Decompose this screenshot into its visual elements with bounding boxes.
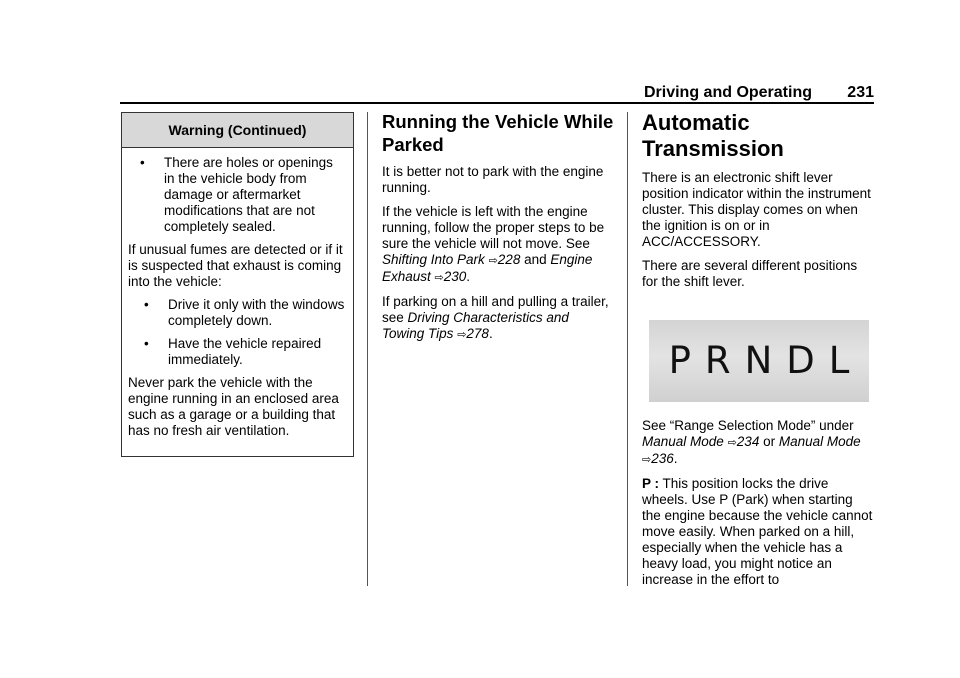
page-arrow-icon: ⇨ [457,329,467,341]
text: . [466,269,471,284]
cross-reference-link[interactable]: Engine Exhaust [382,252,593,284]
page-reference[interactable]: 278 [466,326,489,341]
text: This position locks the drive wheels. Use P (Park) when starting the engine because the vehicle cannot move easily. When parked on a hill, especially when the vehicle has a heavy load, you might notice an increase in the effort to [642,476,873,587]
page-number: 231 [847,84,874,101]
bullet-text: There are holes or openings in the vehicle body from damage or aftermarket modifications that are not completely sealed. [164,155,333,234]
paragraph: There are several different positions for the shift lever. [642,258,858,289]
text: If the vehicle is left with the engine running, follow the proper steps to be sure the vehicle will not move. See [382,204,605,251]
warning-body [122,148,353,439]
list-item [128,297,347,329]
cross-reference-link[interactable]: Shifting Into Park [382,252,485,267]
warning-paragraph: If unusual fumes are detected or if it is suspected that exhaust is coming into the vehicle: [128,242,343,289]
page-reference[interactable]: 234 [736,434,760,449]
cross-reference-link[interactable]: Manual Mode [642,434,724,449]
section-heading: Running the Vehicle While Parked [382,111,614,155]
warning-title: Warning (Continued) [122,113,353,148]
bullet-dot: • [140,155,145,170]
text: . [488,326,493,341]
paragraph [642,476,874,588]
page-reference[interactable]: 230 [443,269,467,284]
shift-indicator-image [649,320,869,402]
cross-reference-link[interactable]: Manual Mode [778,434,861,449]
page-arrow-icon: ⇨ [488,255,498,267]
paragraph [382,204,614,286]
text: If parking on a hill and pulling a trailer, see [382,294,609,325]
column-automatic [642,110,874,596]
position-label: P : [642,476,660,491]
text: . [673,451,678,466]
section-heading: Automatic Transmission [642,110,784,161]
text: and [520,252,551,267]
page-arrow-icon: ⇨ [642,454,652,466]
warning-box [121,112,354,457]
text: or [759,434,779,449]
paragraph: It is better not to park with the engine running. [382,164,604,195]
page-header [120,82,874,104]
bullet-text: Drive it only with the windows completely down. [168,297,345,328]
bullet-text: Have the vehicle repaired immediately. [168,336,322,367]
paragraph [642,418,874,468]
text: See “Range Selection Mode” under [642,418,854,433]
bullet-dot: • [144,336,149,351]
shift-indicator-text: PRNDL [668,339,864,382]
page-arrow-icon: ⇨ [434,272,444,284]
page-reference[interactable]: 236 [651,451,674,466]
column-divider-left [367,112,368,586]
cross-reference-link[interactable]: Driving Characteristics and Towing Tips [382,310,569,341]
paragraph [382,294,614,343]
paragraph: There is an electronic shift lever position indicator within the instrument cluster. This display comes on when the ignition is on or in ACC/ACCESSORY. [642,170,871,249]
column-divider-right [627,112,628,586]
column-running [382,110,614,351]
page-arrow-icon: ⇨ [727,437,737,449]
section-title: Driving and Operating [643,84,812,101]
bullet-dot: • [144,297,149,312]
page-reference[interactable]: 228 [497,252,521,267]
warning-paragraph: Never park the vehicle with the engine running in an enclosed area such as a garage or a building that has no fresh air ventilation. [128,375,339,438]
list-item [128,155,347,235]
list-item [128,336,347,368]
